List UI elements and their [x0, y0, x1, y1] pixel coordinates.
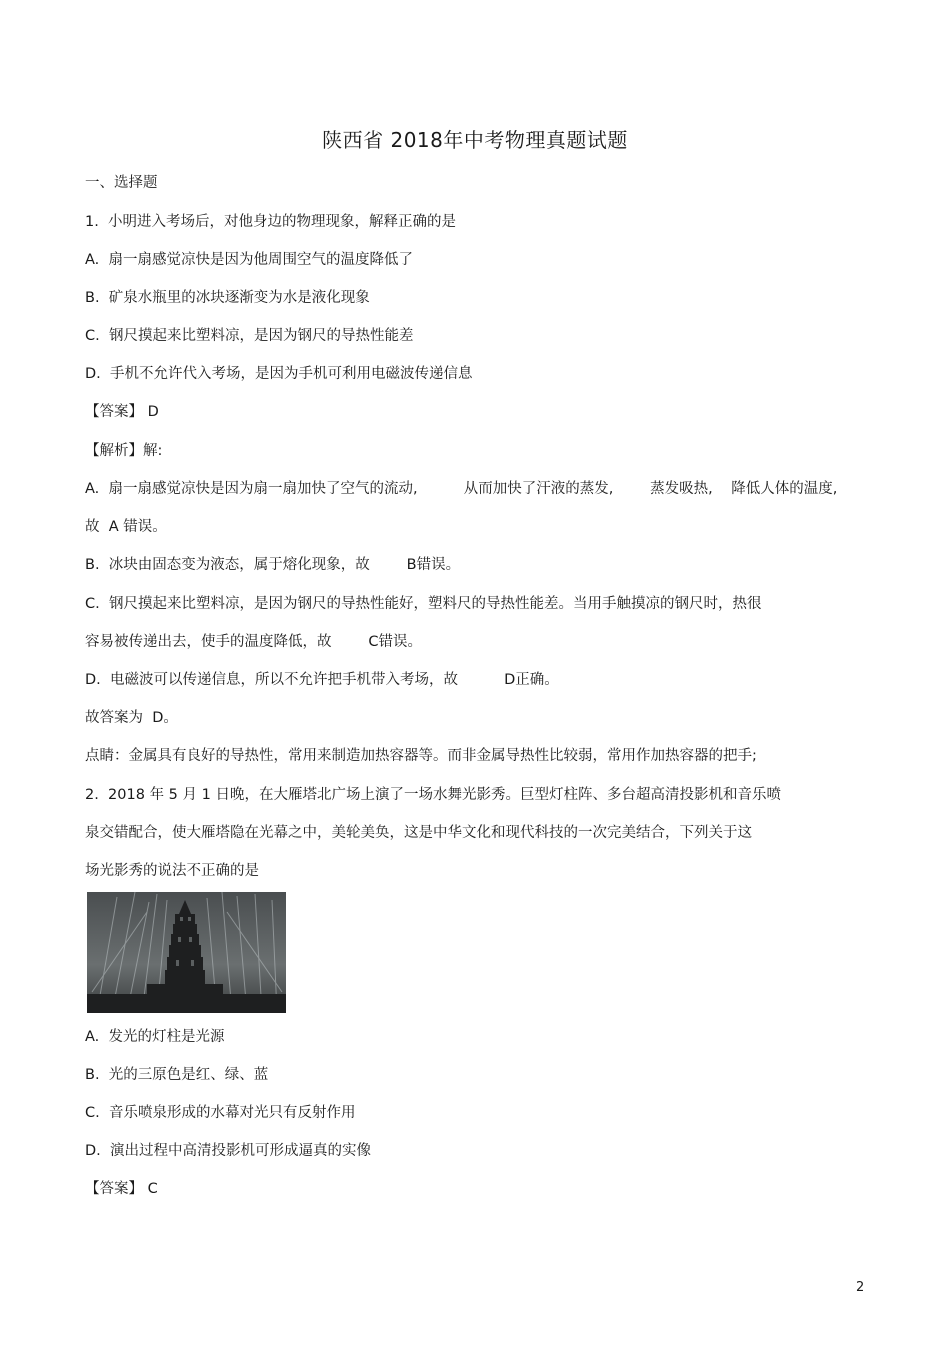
pagoda-light-show-photo — [87, 892, 286, 1013]
section-heading: 一、选择题 — [85, 175, 158, 191]
question-1-option-a: A. 扇一扇感觉凉快是因为他周围空气的温度降低了 — [85, 252, 413, 268]
page-number: 2 — [856, 1280, 865, 1295]
question-1-option-d: D. 手机不允许代入考场，是因为手机可利用电磁波传递信息 — [85, 366, 473, 382]
question-1-conclusion: 故答案为 D。 — [85, 710, 178, 726]
question-2-stem-line: 场光影秀的说法不正确的是 — [85, 863, 259, 879]
question-1-analysis-line: D. 电磁波可以传递信息，所以不允许把手机带入考场，故 D正确。 — [85, 672, 559, 688]
question-1-analysis-line: C. 钢尺摸起来比塑料凉，是因为钢尺的导热性能好，塑料尺的导热性能差。当用手触摸凉的钢尺时，热很 — [85, 596, 762, 612]
question-1-analysis-line: A. 扇一扇感觉凉快是因为扇一扇加快了空气的流动, 从而加快了汗液的蒸发, 蒸发吸热, 降低人体的温度, — [85, 481, 838, 497]
question-1-note: 点睛：金属具有良好的导热性，常用来制造加热容器等。而非金属导热性比较弱，常用作加热容器的把手; — [85, 748, 757, 764]
question-1-analysis-line: B. 冰块由固态变为液态，属于熔化现象，故 B错误。 — [85, 557, 461, 573]
question-1-analysis-line: 故 A 错误。 — [85, 519, 167, 535]
question-1-option-b: B. 矿泉水瓶里的冰块逐渐变为水是液化现象 — [85, 290, 370, 306]
page-title: 陕西省 2018年中考物理真题试题 — [322, 128, 628, 152]
question-2-stem-line: 泉交错配合，使大雁塔隐在光幕之中，美轮美奂，这是中华文化和现代科技的一次完美结合，下列关于这 — [85, 825, 752, 841]
question-1-stem: 1. 小明进入考场后，对他身边的物理现象，解释正确的是 — [85, 214, 457, 230]
question-2-answer: 【答案】 C — [85, 1181, 158, 1197]
question-2-option-b: B. 光的三原色是红、绿、蓝 — [85, 1067, 269, 1083]
question-1-answer: 【答案】 D — [85, 404, 159, 420]
question-1-option-c: C. 钢尺摸起来比塑料凉，是因为钢尺的导热性能差 — [85, 328, 414, 344]
question-1-analysis-heading: 【解析】解: — [85, 443, 163, 459]
question-2-stem-line: 2. 2018 年 5 月 1 日晚，在大雁塔北广场上演了一场水舞光影秀。巨型灯柱阵、多台超高清投影机和音乐喷 — [85, 787, 781, 803]
question-2-option-d: D. 演出过程中高清投影机可形成逼真的实像 — [85, 1143, 371, 1159]
question-1-analysis-line: 容易被传递出去，使手的温度降低，故 C错误。 — [85, 634, 422, 650]
question-2-option-c: C. 音乐喷泉形成的水幕对光只有反射作用 — [85, 1105, 356, 1121]
question-2-option-a: A. 发光的灯柱是光源 — [85, 1029, 225, 1045]
